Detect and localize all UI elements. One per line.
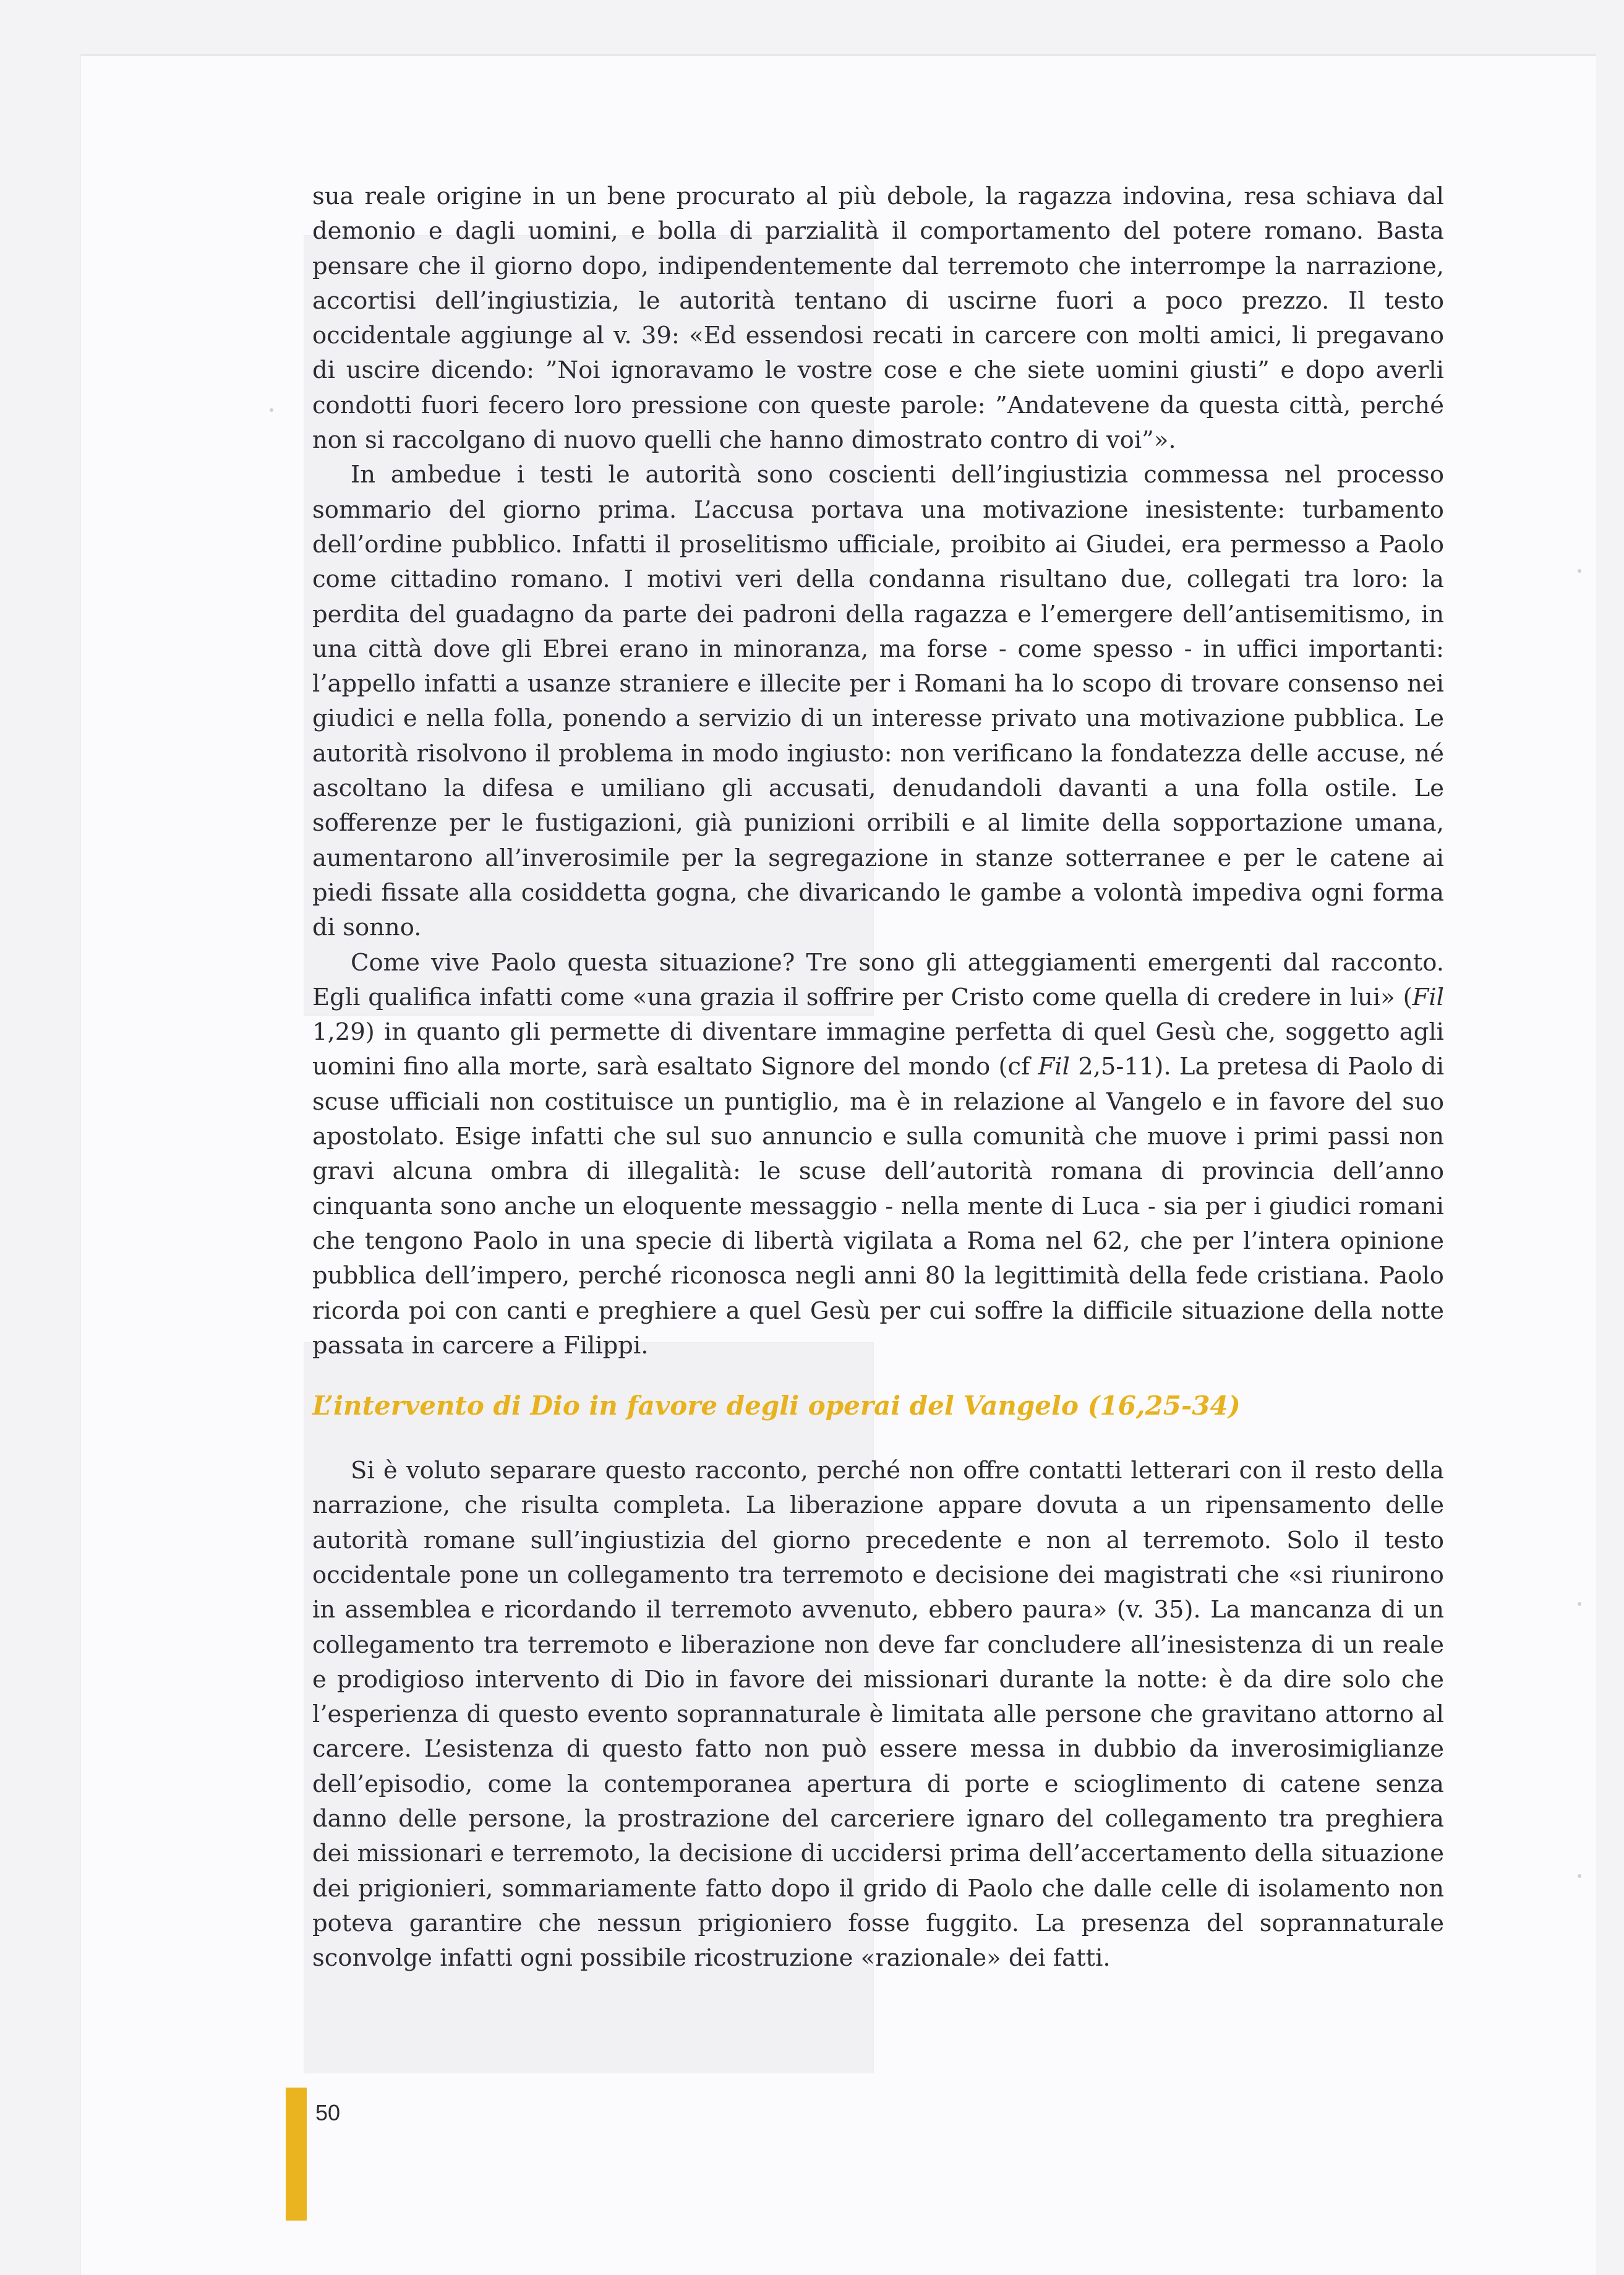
page-number: 50	[315, 2100, 341, 2125]
paragraph-text: 2,5-11). La pretesa di Paolo di scuse ufficiali non costituisce un puntiglio, ma è in relazione al Vangelo e in favore del suo apostolato. Esige infatti che sul suo annuncio e sulla comunità che muove i primi passi non gravi alcuna ombra di illegalità: le scuse dell’autorità romana di provincia dell’anno cinquanta sono anche un eloquente messaggio - nella mente di Luca - sia per i giudici romani che tengono Paolo in una specie di libertà vigilata a Roma nel 62, che per l’intera opinione pubblica dell’impero, perché riconosca negli anni 80 la legittimità della fede cristiana. Paolo ricorda poi con canti e preghiere a quel Gesù per cui soffre la difficile situazione della notte passata in carcere a Filippi.	[312, 1053, 1445, 1360]
body-text	[312, 179, 1444, 1976]
bible-reference: Fil	[1038, 1053, 1070, 1081]
section-heading: L’intervento di Dio in favore degli operai del Vangelo (16,25-34)	[312, 1390, 1241, 1421]
paragraph: In ambedue i testi le autorità sono coscienti dell’ingiustizia commessa nel processo sommario del giorno prima. L’accusa portava una motivazione inesistente: turbamento dell’ordine pubblico. Infatti il proselitismo ufficiale, proibito ai Giudei, era permesso a Paolo come cittadino romano. I motivi veri della condanna risultano due, collegati tra loro: la perdita del guadagno da parte dei padroni della ragazza e l’emergere dell’antisemitismo, in una città dove gli Ebrei erano in minoranza, ma forse - come spesso - in uffici importanti: l’appello infatti a usanze straniere e illecite per i Romani ha lo scopo di trovare consenso nei giudici e nella folla, ponendo a servizio di un interesse privato una motivazione pubblica. Le autorità risolvono il problema in modo ingiusto: non verificano la fondatezza delle accuse, né ascoltano la difesa e umiliano gli accusati, denudandoli davanti a una folla ostile. Le sofferenze per le fustigazioni, già punizioni orribili e al limite della sopportazione umana, aumentarono all’inverosimile per la segregazione in stanze sotterranee e per le catene ai piedi fissate alla cosiddetta gogna, che divaricando le gambe a volontà impediva ogni forma di sonno.	[312, 461, 1444, 942]
paragraph: sua reale origine in un bene procurato al più debole, la ragazza indovina, resa schiava dal demonio e dagli uomini, e bolla di parzialità il comportamento del potere romano. Basta pensare che il giorno dopo, indipendentemente dal terremoto che interrompe la narrazione, accortisi dell’ingiustizia, le autorità tentano di uscirne fuori a poco prezzo. Il testo occidentale aggiunge al v. 39: «Ed essendosi recati in carcere con molti amici, li pregavano di uscire dicendo: ”Noi ignoravamo le vostre cose e che siete uomini giusti” e dopo averli condotti fuori fecero loro pressione con queste parole: ”Andatevene da questa città, perché non si raccolgano di nuovo quelli che hanno dimostrato contro di voi”».	[312, 182, 1444, 455]
bible-reference: Fil	[1412, 983, 1444, 1011]
margin-mark	[1578, 1602, 1581, 1606]
paragraph	[312, 946, 1444, 1364]
paragraph: Si è voluto separare questo racconto, perché non offre contatti letterari con il resto della narrazione, che risulta completa. La liberazione appare dovuta a un ripensamento delle autorità romane sull’ingiustizia del giorno precedente e non al terremoto. Solo il testo occidentale pone un collegamento tra terremoto e decisione dei magistrati che «si riunirono in assemblea e ricordando il terremoto avvenuto, ebbero paura» (v. 35). La mancanza di un collegamento tra terremoto e liberazione non deve far concludere all’inesistenza di un reale e prodigioso intervento di Dio in favore dei missionari durante la notte: è da dire solo che l’esperienza di questo evento soprannaturale è limitata alle persone che gravitano attorno al carcere. L’esistenza di questo fatto non può essere messa in dubbio da inverosimiglianze dell’episodio, come la contemporanea apertura di porte e scioglimento di catene senza danno delle persone, la prostrazione del carceriere ignaro del collegamento tra preghiera dei missionari e terremoto, la decisione di uccidersi prima dell’accertamento della situazione dei prigionieri, sommariamente fatto dopo il grido di Paolo che dalle celle di isolamento non poteva garantire che nessun prigioniero fosse fuggito. La presenza del soprannaturale sconvolge infatti ogni possibile ricostruzione «razionale» dei fatti.	[312, 1457, 1444, 1973]
paragraph-text: Come vive Paolo questa situazione? Tre sono gli atteggiamenti emergenti dal racconto. Egli qualifica infatti come «una grazia il soffrire per Cristo come quella di credere in lui» (	[312, 948, 1444, 1011]
margin-mark	[270, 408, 273, 412]
paragraph-text: 1,29) in quanto gli permette di diventare immagine perfetta di quel Gesù che, soggetto agli uomini fino alla morte, sarà esaltato Signore del mondo (cf	[312, 1018, 1444, 1081]
margin-mark	[1578, 569, 1581, 573]
page-number-bar	[286, 2088, 307, 2221]
margin-mark	[1578, 1874, 1581, 1878]
